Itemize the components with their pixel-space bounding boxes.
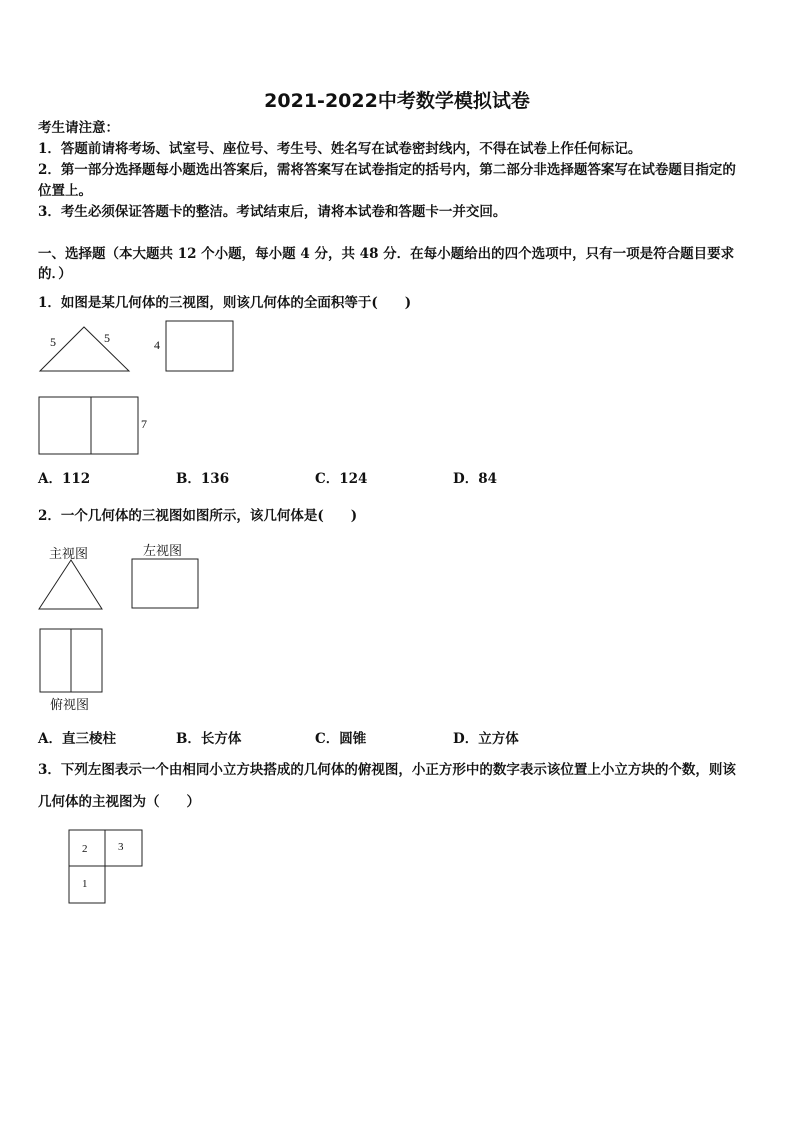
page-title: 2021-2022中考数学模拟试卷 — [264, 90, 530, 112]
q2-option-b[interactable]: B．长方体 — [176, 731, 242, 747]
section-heading-cont: 的．） — [38, 266, 72, 282]
section-heading: 一、选择题（本大题共 12 个小题，每小题 4 分，共 48 分．在每小题给出的四个选项中，只有一项是符合题目要求 — [38, 246, 735, 262]
q1-side-rect — [166, 321, 233, 371]
q1-option-a[interactable]: A．112 — [38, 471, 91, 487]
q1-option-d[interactable]: D．84 — [453, 471, 497, 487]
q3-cell-value-top-right: 3 — [118, 841, 124, 853]
q2-option-a[interactable]: A．直三棱柱 — [38, 731, 116, 747]
notice-item-2: 2．第一部分选择题每小题选出答案后，需将答案写在试卷指定的括号内，第二部分非选择题答案写在试卷题目指定的 — [38, 162, 736, 178]
q3-stem-cont: 几何体的主视图为（ ） — [38, 794, 200, 810]
q1-stem: 1．如图是某几何体的三视图，则该几何体的全面积等于( ) — [38, 295, 412, 311]
q3-cell-value-bottom-left: 1 — [82, 878, 88, 890]
q1-label-rect-height: 4 — [154, 338, 160, 352]
notice-item-1: 1．答题前请将考场、试室号、座位号、考生号、姓名写在试卷密封线内，不得在试卷上作任何标记。 — [38, 141, 642, 157]
q1-option-b[interactable]: B．136 — [176, 471, 230, 487]
q2-left-rect — [132, 559, 198, 608]
q2-option-c[interactable]: C．圆锥 — [315, 731, 367, 747]
q2-stem: 2．一个几何体的三视图如图所示，该几何体是( ) — [38, 508, 358, 524]
q2-option-d[interactable]: D．立方体 — [453, 731, 519, 747]
q2-label-front: 主视图 — [49, 547, 89, 562]
notice-item-3: 3．考生必须保证答题卡的整洁。考试结束后，请将本试卷和答题卡一并交回。 — [38, 204, 507, 220]
q2-label-top: 俯视图 — [50, 698, 90, 713]
q2-front-triangle — [39, 560, 102, 609]
q1-label-left-side: 5 — [50, 335, 56, 349]
q1-label-right-side: 5 — [104, 331, 110, 345]
notice-heading: 考生请注意： — [38, 120, 119, 136]
q3-cell-value-top-left: 2 — [82, 843, 88, 855]
q1-top-rect — [39, 397, 138, 454]
q3-stem: 3．下列左图表示一个由相同小立方块搭成的几何体的俯视图，小正方形中的数字表示该位置上小立方块的个数，则该 — [38, 762, 736, 778]
q1-option-c[interactable]: C．124 — [315, 471, 368, 487]
q2-label-left: 左视图 — [143, 544, 183, 559]
notice-item-2-cont: 位置上。 — [38, 183, 92, 199]
q1-label-bottom-height: 7 — [141, 417, 147, 431]
